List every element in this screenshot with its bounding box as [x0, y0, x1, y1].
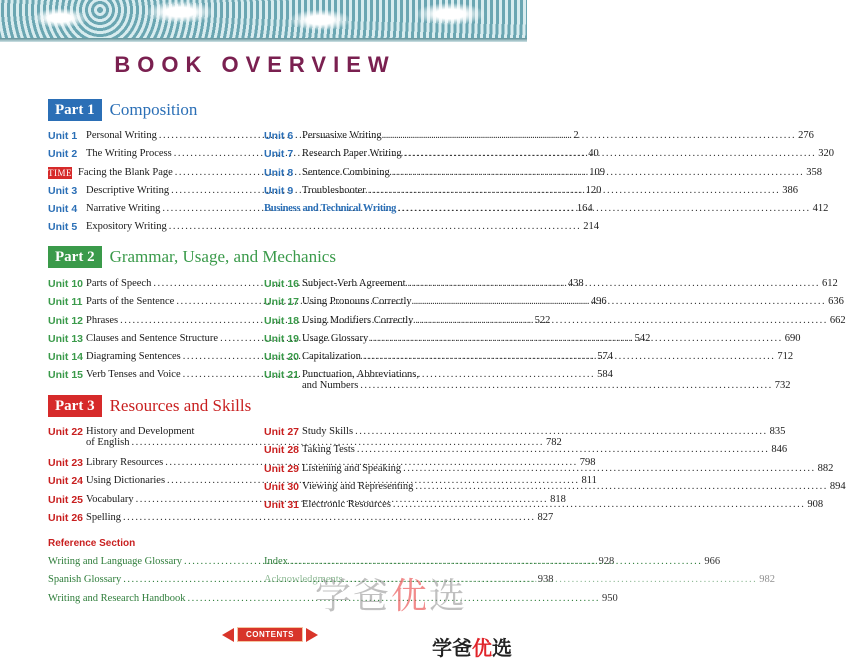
dot-leader [403, 463, 816, 474]
page-number: 966 [704, 556, 721, 567]
unit-title: Diagraming Sentences [86, 351, 181, 363]
unit-number: Unit 28 [264, 444, 300, 457]
unit-number: Unit 24 [48, 475, 84, 488]
dot-leader [414, 296, 827, 307]
unit-number: Unit 7 [264, 148, 294, 161]
unit-number: Unit 15 [48, 369, 84, 382]
unit-number: Unit 11 [48, 296, 83, 309]
unit-title: Using Modifiers Correctly [302, 314, 414, 326]
page-number: 798 [579, 457, 596, 468]
page-number: 827 [537, 511, 554, 523]
page-number: 818 [550, 493, 566, 505]
page-number: 522 [534, 314, 551, 326]
unit-title: The Writing Process [86, 148, 172, 160]
unit-number: Unit 16 [264, 278, 300, 290]
unit-number: Unit 2 [48, 148, 78, 161]
dot-leader [415, 315, 828, 326]
unit-title-continued: and Numbers [302, 380, 359, 392]
unit-title: Research Paper Writing [302, 148, 402, 160]
dot-leader [169, 221, 582, 232]
unit-number: Unit 26 [48, 511, 84, 524]
toc-entry-unit-26[interactable] [48, 511, 554, 530]
page-number: 732 [774, 380, 791, 392]
unit-number: Unit 10 [48, 278, 84, 290]
contents-nav [222, 627, 318, 642]
reference-title: Index [264, 556, 288, 567]
part-1-badge: Part 1 [48, 99, 102, 121]
unit-title: Descriptive Writing [86, 184, 170, 196]
page-number: 40 [588, 148, 599, 160]
toc-entry-unit-5[interactable] [48, 221, 600, 239]
unit-number: Unit 14 [48, 351, 84, 364]
unit-title: Listening and Speaking [302, 462, 402, 474]
watermark-large [315, 568, 467, 619]
toc-entry-unit-28[interactable] [264, 444, 788, 462]
page-number: 120 [585, 184, 602, 196]
dot-leader [393, 499, 806, 510]
unit-number: Unit 21 [264, 369, 300, 382]
dot-leader [363, 351, 776, 362]
reference-title: Writing and Research Handbook [48, 592, 186, 604]
unit-number: Unit 31 [264, 499, 300, 512]
page-number: 612 [822, 278, 838, 289]
unit-number: Unit 20 [264, 351, 300, 364]
unit-number: Unit 23 [48, 457, 84, 469]
unit-number: Unit 17 [264, 296, 300, 309]
reference-title: Writing and Language Glossary [48, 556, 182, 567]
unit-title: Spelling [86, 511, 122, 523]
unit-title: Business and Technical Writing [264, 203, 397, 215]
page-number: 636 [828, 296, 844, 308]
watermark-logo [432, 632, 512, 661]
watermark-text-accent: 优 [391, 576, 430, 617]
dot-leader [290, 556, 703, 567]
dot-leader [355, 426, 768, 437]
unit-title: Using Dictionaries [86, 475, 166, 487]
reference-title: Acknowledgments [264, 574, 343, 586]
unit-title: History and Development [86, 426, 195, 437]
unit-title: Usage Glossary [302, 332, 369, 344]
unit-number: Unit 8 [264, 166, 294, 179]
unit-number: Unit 5 [48, 221, 78, 234]
page-number: 882 [817, 462, 834, 474]
unit-number: Unit 1 [48, 130, 78, 142]
unit-number: Unit 13 [48, 332, 84, 345]
unit-title: Expository Writing [86, 221, 167, 233]
dot-leader [392, 167, 805, 178]
part-3-badge: Part 3 [48, 395, 102, 417]
dot-leader [398, 203, 811, 214]
watermark-text: 学爸 [315, 576, 392, 617]
unit-number: Unit 25 [48, 493, 84, 506]
unit-title: Phrases [86, 314, 119, 326]
dot-leader [404, 148, 817, 159]
part-3-heading [48, 394, 251, 418]
contents-button[interactable]: CONTENTS [237, 627, 303, 642]
part-1-name: Composition [109, 100, 198, 119]
unit-title: Punctuation, Abbreviations, [302, 369, 419, 381]
part-1-heading [48, 98, 197, 122]
unit-number: Unit 6 [264, 130, 294, 142]
unit-title: Subject-Verb Agreement [302, 278, 406, 289]
page-number: 782 [545, 437, 562, 448]
page-number: 320 [818, 148, 834, 160]
page-number: 938 [537, 574, 554, 586]
unit-title: Vocabulary [86, 493, 134, 505]
page-number: 584 [597, 369, 613, 381]
page-number: 109 [589, 166, 606, 178]
watermark-logo-text: 学爸 [432, 636, 472, 660]
unit-title: Clauses and Sentence Structure [86, 332, 219, 344]
unit-number: Unit 30 [264, 480, 300, 493]
dot-leader [357, 444, 770, 455]
unit-title: Electronic Resources [302, 499, 391, 511]
unit-title: Verb Tenses and Voice [86, 369, 181, 381]
page-number: 574 [597, 351, 614, 363]
unit-title: Taking Tests [302, 444, 355, 456]
dot-leader [360, 380, 773, 391]
unit-number: Unit 12 [48, 314, 84, 327]
unit-title: Facing the Blank Page [78, 166, 173, 178]
unit-title: Narrative Writing [86, 203, 161, 215]
unit-number: Unit 29 [264, 462, 300, 475]
header-band-edge [0, 38, 527, 42]
page-number: 358 [806, 166, 823, 178]
part-3-name: Resources and Skills [109, 396, 252, 415]
unit-number: Unit 27 [264, 426, 300, 438]
page-number: 542 [634, 332, 651, 344]
page-number: 412 [812, 203, 829, 215]
dot-leader [415, 481, 828, 492]
unit-title: Viewing and Representing [302, 480, 414, 492]
page-number: 164 [576, 203, 593, 215]
page-number: 712 [777, 351, 794, 363]
page-number: 908 [807, 499, 824, 511]
page-number: 496 [590, 296, 607, 308]
page-number: 214 [583, 221, 600, 233]
unit-title: Study Skills [302, 426, 354, 437]
reference-title: Spanish Glossary [48, 574, 122, 586]
page-number: 982 [759, 574, 775, 586]
watermark-logo-text: 选 [492, 636, 512, 660]
toc-entry-unit-6[interactable] [264, 130, 814, 148]
dot-leader [370, 333, 783, 344]
unit-title: Troubleshooter [302, 184, 366, 196]
page-number: 835 [769, 426, 786, 437]
unit-title-continued: of English [86, 437, 130, 448]
page-number: 690 [784, 332, 801, 344]
next-arrow-icon[interactable] [306, 628, 318, 642]
dot-leader [408, 278, 821, 289]
unit-title: Parts of the Sentence [86, 296, 175, 308]
unit-title: Library Resources [86, 457, 164, 468]
unit-title: Parts of Speech [86, 278, 152, 289]
page-title: BOOK OVERVIEW [114, 52, 396, 77]
watermark-text: 选 [429, 576, 468, 617]
unit-number: Unit 22 [48, 426, 84, 438]
unit-title: Sentence Combining [302, 166, 390, 178]
part-2-name: Grammar, Usage, and Mechanics [109, 247, 336, 266]
unit-number: Unit 4 [48, 203, 78, 216]
part-2-heading [48, 245, 336, 269]
part-2-badge: Part 2 [48, 246, 102, 268]
unit-title: Using Pronouns Correctly [302, 296, 412, 308]
unit-number: Unit 19 [264, 332, 300, 345]
unit-title: Capitalization [302, 351, 361, 363]
unit-number: Unit 9 [264, 184, 294, 197]
page-number: 846 [771, 444, 788, 456]
page-number: 811 [581, 475, 597, 487]
page-number: 386 [782, 184, 799, 196]
dot-leader [368, 185, 781, 196]
marble-header-band [0, 0, 527, 38]
watermark-logo-accent: 优 [472, 636, 492, 660]
reference-section-heading: Reference Section [48, 538, 136, 549]
unit-title: Personal Writing [86, 130, 157, 141]
unit-title: Persuasive Writing [302, 130, 382, 141]
unit-number: Unit 18 [264, 314, 300, 327]
page-number: 950 [602, 592, 618, 604]
page-number: 438 [567, 278, 584, 289]
toc-entry-writing-research-handbook[interactable] [48, 592, 618, 611]
page-number: 662 [829, 314, 846, 326]
time-badge: TIME [48, 167, 72, 178]
page-number: 2 [573, 130, 579, 141]
dot-leader [384, 130, 797, 141]
unit-number: Unit 3 [48, 184, 78, 197]
page-number: 928 [598, 556, 615, 567]
page-number: 276 [798, 130, 814, 141]
page-number: 894 [829, 480, 846, 492]
previous-arrow-icon[interactable] [222, 628, 234, 642]
